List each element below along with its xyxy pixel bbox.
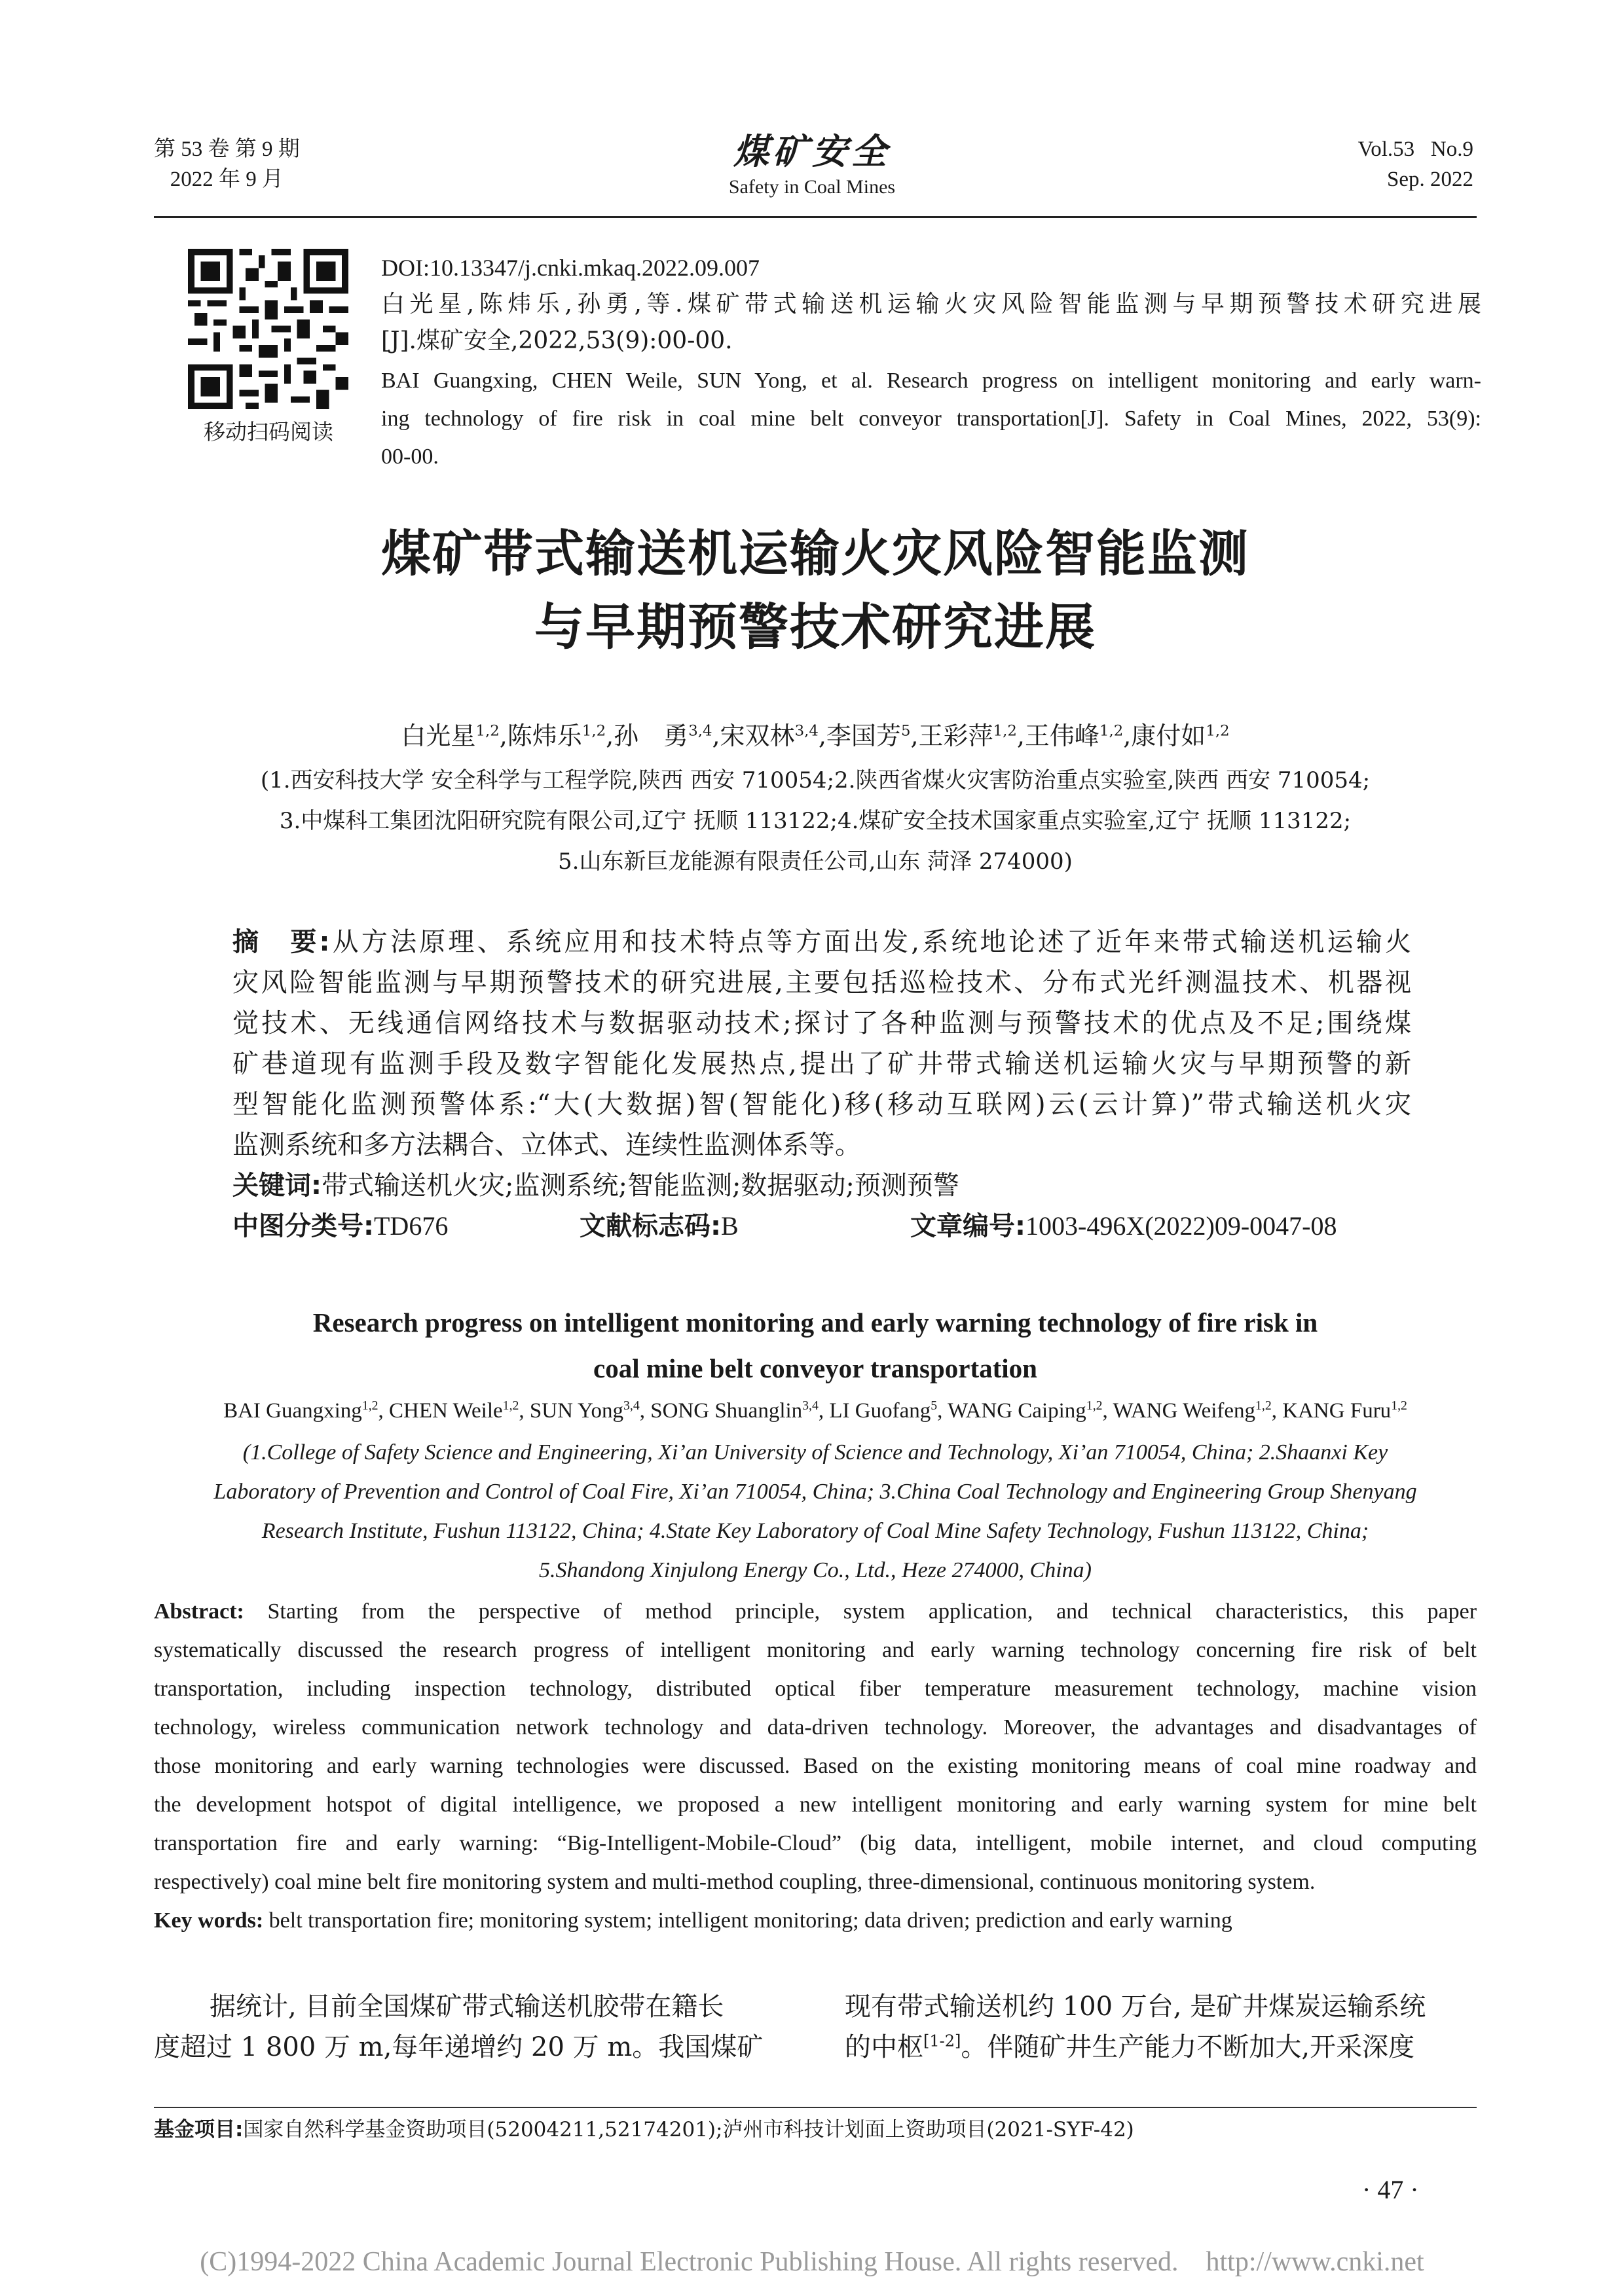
abstract-cn-text: 灾风险智能监测与早期预警技术的研究进展,主要包括巡检技术、分布式光纤测温技术、机器视 xyxy=(232,968,1411,998)
affiliation-en: Research Institute, Fushun 113122, China; 4.State Key Laboratory of Coal Mine Safety Technology, Fushun 113122, China; xyxy=(261,1519,1369,1543)
article-title-en: coal mine belt conveyor transportation xyxy=(593,1353,1037,1383)
keywords-cn-text: 带式输送机火灾;监测系统;智能监测;数据驱动;预测预警 xyxy=(322,1171,959,1201)
issue-info-cn xyxy=(154,134,300,194)
author-name: 宋双林 xyxy=(720,721,795,750)
body-text-right: 现有带式输送机约 100 万台, 是矿井煤炭运输系统 xyxy=(845,1992,1426,2022)
affiliation-en: (1.College of Safety Science and Engineering, Xi’an University of Science and Technology, Xi’an 710054, China; 2.Shaanxi Key xyxy=(242,1440,1388,1465)
reference-citation[interactable]: [1-2] xyxy=(923,2032,961,2050)
citation-en-line: BAI Guangxing, CHEN Weile, SUN Yong, et al. Research progress on intelligent monitoring and early warn- xyxy=(381,369,1481,393)
funding-note xyxy=(154,2116,1134,2143)
funding-text: 国家自然科学基金资助项目(52004211,52174201);泸州市科技计划面上资助项目(2021-SYF-42) xyxy=(243,2118,1134,2141)
affiliation-cn: 5.山东新巨龙能源有限责任公司,山东 菏泽 274000) xyxy=(558,848,1073,875)
abstract-cn-text: 监测系统和多方法耦合、立体式、连续性监测体系等。 xyxy=(232,1130,861,1160)
author-affiliation-mark: 1,2 xyxy=(1086,1398,1103,1413)
article-number xyxy=(910,1207,1337,1245)
body-text-segment: 的中枢 xyxy=(845,2032,923,2062)
author-name: 王伟峰 xyxy=(1024,721,1099,750)
abstract-en-text: the development hotspot of digital intelligence, we proposed a new intelligent monitoring and early warning system for mine belt xyxy=(154,1793,1477,1817)
copyright-footer: (C)1994-2022 China Academic Journal Electronic Publishing House. All rights reserved. http://www.cnki.net xyxy=(200,2247,1424,2277)
doi[interactable]: DOI:10.13347/j.cnki.mkaq.2022.09.007 xyxy=(381,255,760,281)
author-affiliation-mark: 1,2 xyxy=(475,722,500,740)
abstract-en-label: Abstract: xyxy=(154,1599,244,1624)
citation-cn-line: [J].煤矿安全,2022,53(9):00-00. xyxy=(381,327,733,354)
abstract-cn-label: 摘 要: xyxy=(232,927,330,957)
author-affiliation-mark: 1,2 xyxy=(993,722,1017,740)
article-number-value: 1003-496X(2022)09-0047-08 xyxy=(1025,1211,1337,1241)
author-name: 陈炜乐 xyxy=(507,721,582,750)
author-affiliation-mark: 5 xyxy=(931,1398,938,1413)
author-name: WANG Caiping xyxy=(948,1399,1086,1423)
author-affiliation-mark: 1,2 xyxy=(502,1398,519,1413)
abstract-cn-text: 觉技术、无线通信网络技术与数据驱动技术;探讨了各种监测与预警技术的优点及不足;围绕煤 xyxy=(232,1008,1411,1038)
abstract-en-text: systematically discussed the research progress of intelligent monitoring and early warning technology concerning fire risk of belt xyxy=(154,1638,1477,1662)
body-text-segment: 。伴随矿井生产能力不断加大,开采深度 xyxy=(961,2032,1415,2062)
date-en: Sep. 2022 xyxy=(1387,168,1473,191)
abstract-en-text: respectively) coal mine belt fire monitoring system and multi-method coupling, three-dimensional, continuous monitoring system. xyxy=(154,1870,1316,1894)
article-title-en: Research progress on intelligent monitoring and early warning technology of fire risk in xyxy=(312,1307,1318,1338)
abstract-cn-text: 从方法原理、系统应用和技术特点等方面出发,系统地论述了近年来带式输送机运输火 xyxy=(329,927,1411,957)
body-text-left: 据统计, 目前全国煤矿带式输送机胶带在籍长 xyxy=(210,1992,724,2022)
affiliation-en: Laboratory of Prevention and Control of Coal Fire, Xi’an 710054, China; 3.China Coal Technology and Engineering Group Shenyang xyxy=(213,1480,1417,1504)
author-name: WANG Weifeng xyxy=(1113,1399,1256,1423)
article-title-cn: 煤矿带式输送机运输火灾风险智能监测 xyxy=(381,524,1249,583)
author-name: BAI Guangxing xyxy=(223,1399,362,1423)
body-text-right xyxy=(845,2027,1480,2068)
date-cn: 2022 年 9 月 xyxy=(170,168,284,191)
volume-cn: 第 53 卷 第 9 期 xyxy=(154,137,300,161)
author-affiliation-mark: 1,2 xyxy=(1391,1398,1407,1413)
keywords-en xyxy=(154,1901,1477,1940)
author-list-en: BAI Guangxing$^{1,2}$, CHEN Weile$^{1,2}$, SUN Yong$^{3,4}$, SONG Shuanglin$^{3,4}$, LI Guofang$^5$, WANG Caiping$^{1,2}$, WANG Weifeng$^{1,2}$, KANG Furu$^{1,2}$ xyxy=(223,1398,1407,1423)
abstract-cn xyxy=(232,923,1411,961)
document-code xyxy=(580,1207,739,1245)
author-name: KANG Furu xyxy=(1282,1399,1392,1423)
author-affiliation-mark: 1,2 xyxy=(1206,722,1230,740)
author-affiliation-mark: 3,4 xyxy=(688,722,712,740)
affiliation-cn: 3.中煤科工集团沈阳研究院有限公司,辽宁 抚顺 113122;4.煤矿安全技术国家重点实验室,辽宁 抚顺 113122; xyxy=(279,808,1352,834)
keywords-cn-label: 关键词: xyxy=(232,1171,322,1201)
author-name: SONG Shuanglin xyxy=(650,1399,803,1423)
author-affiliation-mark: 1,2 xyxy=(361,1398,378,1413)
clc-value: TD676 xyxy=(374,1211,449,1241)
body-text-left: 度超过 1 800 万 m,每年递增约 20 万 m。我国煤矿 xyxy=(154,2032,764,2062)
abstract-en-text: transportation fire and early warning: “Big-Intelligent-Mobile-Cloud” (big data, intelligent, mobile internet, and cloud computing xyxy=(154,1831,1477,1855)
author-affiliation-mark: 1,2 xyxy=(1099,722,1124,740)
abstract-cn-text: 矿巷道现有监测手段及数字智能化发展热点,提出了矿井带式输送机运输火灾与早期预警的新 xyxy=(232,1049,1411,1079)
abstract-en xyxy=(154,1592,1477,1631)
header-divider xyxy=(154,216,1477,218)
citation-en-line: ing technology of fire risk in coal mine belt conveyor transportation[J]. Safety in Coal Mines, 2022, 53(9): xyxy=(381,407,1481,431)
author-name: 康付如 xyxy=(1131,721,1206,750)
author-name: SUN Yong xyxy=(529,1399,623,1423)
author-affiliation-mark: 1,2 xyxy=(581,722,606,740)
abstract-en-text: Starting from the perspective of method principle, system application, and technical characteristics, this paper xyxy=(267,1599,1477,1624)
author-affiliation-mark: 3,4 xyxy=(802,1398,819,1413)
document-code-label: 文献标志码: xyxy=(580,1211,721,1241)
author-list-cn: 白光星$^{1,2}$,陈炜乐$^{1,2}$,孙 勇$^{3,4}$,宋双林$^{3,4}$,李国芳$^5$,王彩萍$^{1,2}$,王伟峰$^{1,2}$,康付如$^{1,2}$ xyxy=(401,721,1230,750)
citation-cn-line: 白光星,陈炜乐,孙勇,等.煤矿带式输送机运输火灾风险智能监测与早期预警技术研究进展 xyxy=(381,291,1481,318)
funding-label: 基金项目: xyxy=(154,2118,244,2141)
abstract-en-text: technology, wireless communication network technology and data-driven technology. Moreover, the advantages and disadvantages of xyxy=(154,1715,1477,1740)
journal-masthead xyxy=(681,130,943,199)
citation-en-line: 00-00. xyxy=(381,445,439,469)
affiliation-en: 5.Shandong Xinjulong Energy Co., Ltd., Heze 274000, China) xyxy=(539,1558,1092,1582)
abstract-en-text: those monitoring and early warning technologies were discussed. Based on the existing monitoring means of coal mine roadway and xyxy=(154,1754,1477,1778)
affiliation-cn: (1.西安科技大学 安全科学与工程学院,陕西 西安 710054;2.陕西省煤火灾害防治重点实验室,陕西 西安 710054; xyxy=(260,767,1371,793)
abstract-cn-text: 型智能化监测预警体系:“大(大数据)智(智能化)移(移动互联网)云(云计算)”带式输送机火灾 xyxy=(232,1089,1411,1120)
author-name: 白光星 xyxy=(401,721,476,750)
journal-name-en: Safety in Coal Mines xyxy=(728,176,896,198)
keywords-en-label: Key words: xyxy=(154,1908,264,1933)
clc-label: 中图分类号: xyxy=(232,1211,374,1241)
author-affiliation-mark: 1,2 xyxy=(1255,1398,1272,1413)
author-name: LI Guofang xyxy=(829,1399,931,1423)
author-affiliation-mark: 3,4 xyxy=(623,1398,640,1413)
journal-logo: 煤矿安全 xyxy=(733,130,891,172)
issue-info-en xyxy=(1336,134,1473,194)
qr-caption: 移动扫码阅读 xyxy=(204,419,333,445)
author-affiliation-mark: 5 xyxy=(900,722,911,740)
author-name: 王彩萍 xyxy=(918,721,993,750)
footnote-divider xyxy=(154,2107,1477,2108)
author-name: 李国芳 xyxy=(826,721,901,750)
author-name: CHEN Weile xyxy=(389,1399,503,1423)
abstract-en-text: transportation, including inspection technology, distributed optical fiber temperature measurement technology, machine vision xyxy=(154,1677,1477,1701)
document-code-value: B xyxy=(721,1211,739,1241)
keywords-cn xyxy=(232,1167,1411,1205)
author-affiliation-mark: 3,4 xyxy=(794,722,819,740)
volume-en: Vol.53 No.9 xyxy=(1357,137,1473,161)
qr-code-icon[interactable] xyxy=(188,249,348,409)
page-number: · 47 · xyxy=(1362,2175,1419,2204)
article-title-cn: 与早期预警技术研究进展 xyxy=(534,598,1096,656)
author-name: 孙 勇 xyxy=(614,721,689,750)
article-number-label: 文章编号: xyxy=(910,1211,1025,1241)
keywords-en-text: belt transportation fire; monitoring system; intelligent monitoring; data driven; prediction and early warning xyxy=(268,1908,1232,1933)
